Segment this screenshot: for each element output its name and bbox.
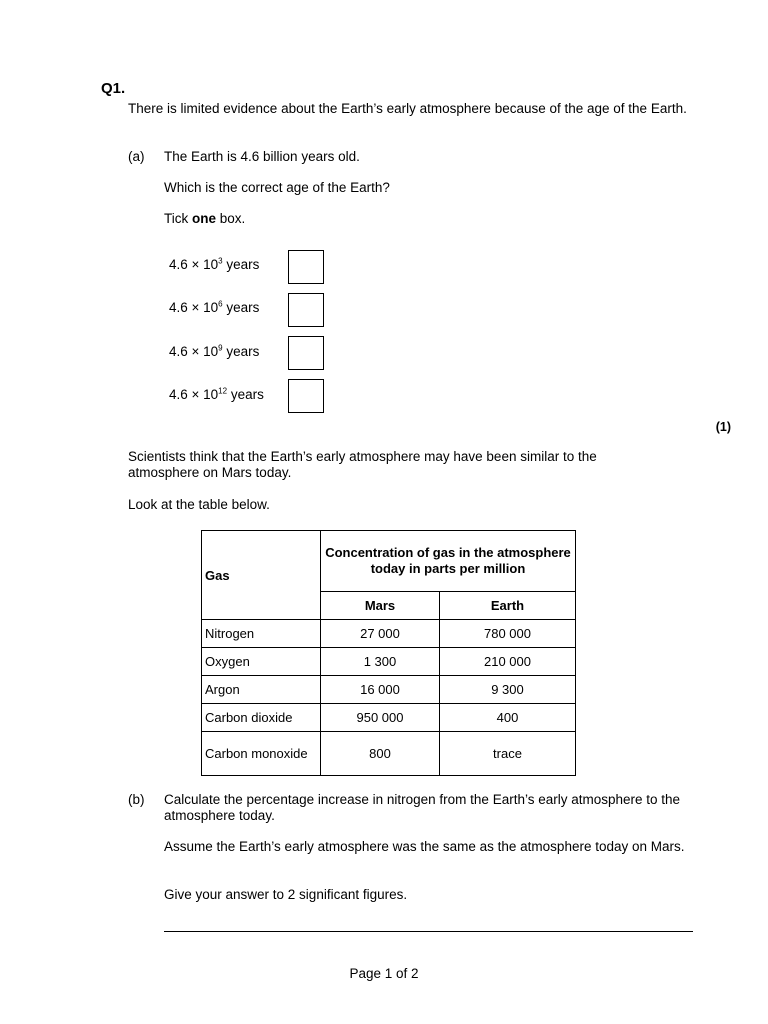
earth-header: Earth [440,592,576,620]
earth-value: 210 000 [440,648,576,676]
tick-instruction-post: box. [216,211,246,226]
tick-instruction-bold: one [192,211,217,226]
marks-indicator: (1) [715,420,731,434]
mars-value: 800 [321,732,440,776]
part-a-statement: The Earth is 4.6 billion years old. [164,149,360,164]
gas-name: Carbon monoxide [202,732,321,776]
earth-value: 9 300 [440,676,576,704]
tick-box-4[interactable] [288,379,324,413]
tick-box-1[interactable] [288,250,324,284]
part-b-question: Calculate the percentage increase in nitrogen from the Earth’s early atmosphere to the atmosphere today. [164,792,681,823]
gas-name: Carbon dioxide [202,704,321,732]
option-label-2: $4.6 \times 10^6$ years [169,299,260,315]
question-intro: There is limited evidence about the Earth’s early atmosphere because of the age of the Earth. [128,101,687,116]
part-a-question: Which is the correct age of the Earth? [164,180,390,195]
mars-value: 950 000 [321,704,440,732]
scientists-text: Scientists think that the Earth’s early atmosphere may have been similar to the atmosphere on Mars today. [128,449,597,480]
option-label-3: $4.6 \times 10^9$ years [169,343,260,359]
mars-value: 1 300 [321,648,440,676]
tick-instruction-pre: Tick [164,211,192,226]
tick-box-2[interactable] [288,293,324,327]
table-row [202,648,576,676]
part-b-sigfig: Give your answer to 2 significant figures. [164,887,408,902]
table-row [202,704,576,732]
part-b-assumption: Assume the Earth’s early atmosphere was the same as the atmosphere today on Mars. [164,839,685,854]
table-row [202,676,576,704]
tick-box-3[interactable] [288,336,324,370]
part-b-label: (b) [128,792,145,807]
gas-name: Argon [202,676,321,704]
gas-header: Gas [202,531,321,620]
option-label-4: $4.6 \times 10^{12}$ years [169,386,264,402]
table-row [202,620,576,648]
earth-value: 780 000 [440,620,576,648]
mars-value: 16 000 [321,676,440,704]
part-a-label: (a) [128,149,145,164]
tick-instruction [164,211,704,226]
answer-line[interactable] [164,931,693,932]
page-footer: Page 1 of 2 [349,966,419,981]
gas-table [201,530,576,776]
mars-header: Mars [321,592,440,620]
option-label-1: $4.6 \times 10^3$ years [169,256,260,272]
look-table-text: Look at the table below. [128,497,270,512]
concentration-header: Concentration of gas in the atmosphere today in parts per million [321,531,576,592]
gas-name: Nitrogen [202,620,321,648]
earth-value: 400 [440,704,576,732]
gas-name: Oxygen [202,648,321,676]
question-number: Q1. [101,80,126,97]
table-row [202,732,576,776]
earth-value: trace [440,732,576,776]
mars-value: 27 000 [321,620,440,648]
